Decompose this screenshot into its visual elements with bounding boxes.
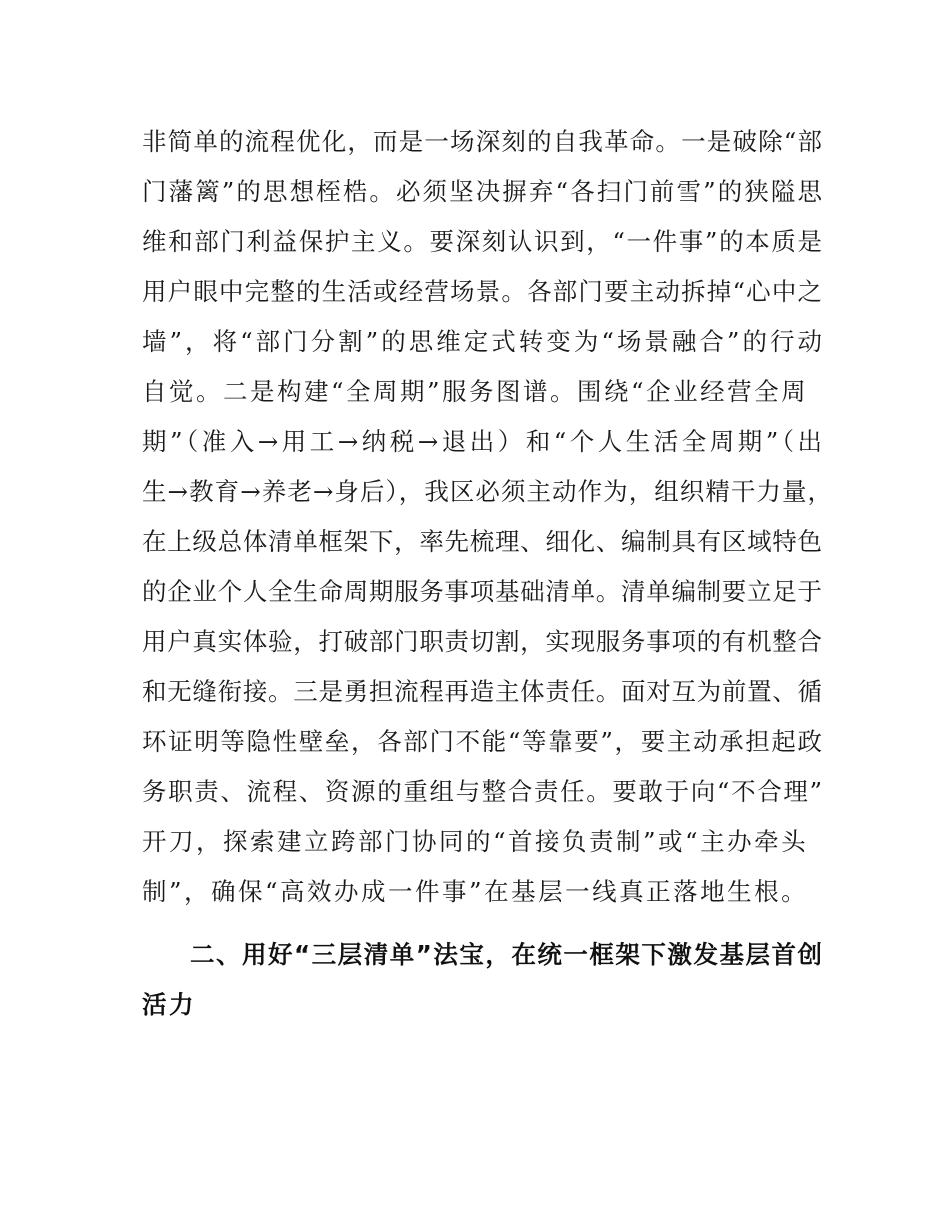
paragraph-line-16: 制”，确保“高效办成一件事”在基层一线真正落地生根。 xyxy=(142,877,809,906)
paragraph-line-10: 的企业个人全生命周期服务事项基础清单。清单编制要立足于 xyxy=(142,577,822,606)
paragraph-line-2: 门藩篱”的思想桎梏。必须坚决摒弃“各扫门前雪”的狭隘思 xyxy=(142,177,822,206)
paragraph-line-8: 生→教育→养老→身后），我区必须主动作为，组织精干力量， xyxy=(142,477,832,506)
paragraph-line-11: 用户真实体验，打破部门职责切割，实现服务事项的有机整合 xyxy=(142,627,822,656)
paragraph-line-1: 非简单的流程优化，而是一场深刻的自我革命。一是破除“部 xyxy=(142,127,822,156)
paragraph-line-12: 和无缝衔接。三是勇担流程再造主体责任。面对互为前置、循 xyxy=(142,677,822,706)
section-heading-line-1: 二、用好“三层清单”法宝，在统一框架下激发基层首创 xyxy=(190,940,822,969)
section-heading-line-2: 活力 xyxy=(142,990,196,1019)
paragraph-line-3: 维和部门利益保护主义。要深刻认识到，“一件事”的本质是 xyxy=(142,227,822,256)
paragraph-line-9: 在上级总体清单框架下，率先梳理、细化、编制具有区域特色 xyxy=(142,527,822,556)
paragraph-line-14: 务职责、流程、资源的重组与整合责任。要敢于向“不合理” xyxy=(142,777,822,806)
paragraph-line-4: 用户眼中完整的生活或经营场景。各部门要主动拆掉“心中之 xyxy=(142,277,822,306)
paragraph-line-13: 环证明等隐性壁垒，各部门不能“等靠要”，要主动承担起政 xyxy=(142,727,822,756)
paragraph-line-5: 墙”，将“部门分割”的思维定式转变为“场景融合”的行动 xyxy=(142,327,822,356)
paragraph-line-15: 开刀，探索建立跨部门协同的“首接负责制”或“主办牵头 xyxy=(142,827,809,856)
paragraph-line-6: 自觉。二是构建“全周期”服务图谱。围绕“企业经营全周 xyxy=(142,377,809,406)
paragraph-line-7: 期”（准入→用工→纳税→退出）和“个人生活全周期”（出 xyxy=(142,427,822,456)
